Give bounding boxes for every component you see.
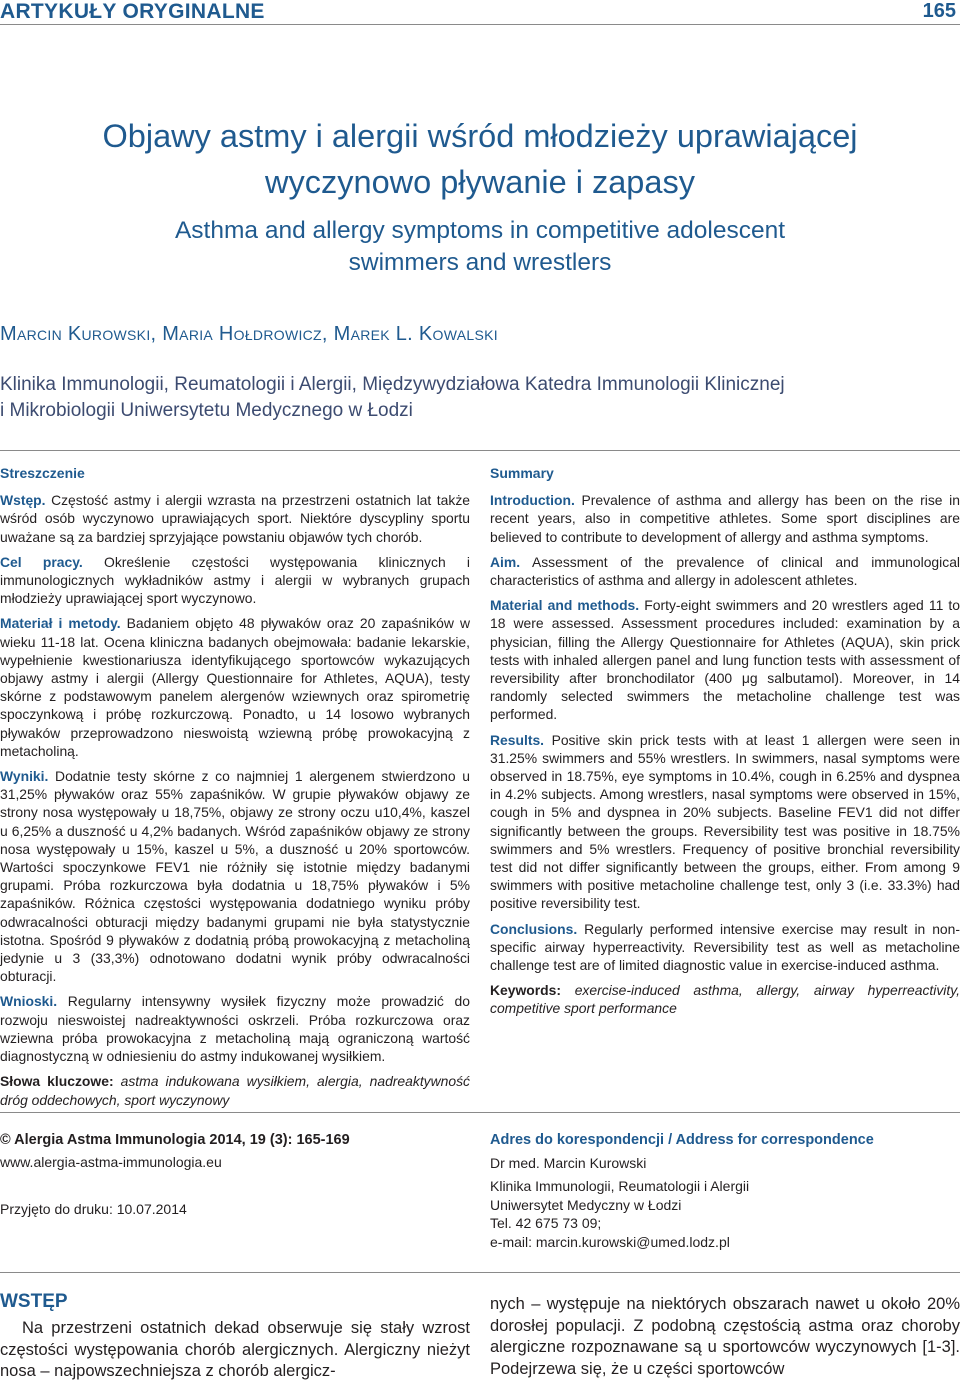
article-title-polish	[0, 113, 960, 205]
correspondence-name: Dr med. Marcin Kurowski	[490, 1154, 647, 1171]
en-aim-label: Aim.	[490, 553, 521, 570]
abstract-en-keywords	[490, 981, 960, 1017]
en-aim-text: Assessment of the prevalence of clinical and immunological characteristics of asthma and allergy in adolescent athletes.	[490, 553, 960, 589]
journal-website-link[interactable]: www.alergia-astma-immunologia.eu	[0, 1153, 222, 1170]
pl-conclusions-text: Regularny intensywny wysiłek fizyczny może prowadzić do rozwoju nieswoistej nadreaktywności oskrzeli. Próba rozkurczowa oraz wziewna próba prowokacyjna z metacholiną mają ograniczoną wartość diagnostyczną w odniesieniu do astmy indukowanej wysiłkiem.	[0, 993, 470, 1065]
pl-methods-label: Materiał i metody.	[0, 615, 121, 632]
affiliation-line2: i Mikrobiologii Uniwersytetu Medycznego w Łodzi	[0, 400, 413, 421]
en-keywords-label: Keywords:	[490, 982, 562, 999]
pl-methods-text: Badaniem objęto 48 pływaków oraz 20 zapaśników w wieku 11-18 lat. Ocena kliniczna badanych obejmowała: badanie lekarskie, wypełnienie kwestionariusza identyfikującego sportowców wykazujących objawy astmy i alergii (Allergy Questionnaire for Athletes, AQUA), testy skórne z podstawowym panelem alergenów wziewnych oraz spirometrię spoczynkową i próbę rozkurczową. Ponadto, u 14 losowo wybranych pływaków przeprowadzono nieswoistą wziewną próbę prowokacyjną z metacholiną.	[0, 615, 470, 759]
title-pl-line2: wyczynowo pływanie i zapasy	[265, 164, 695, 200]
pl-aim-label: Cel pracy.	[0, 553, 83, 570]
pl-keywords-label: Słowa kluczowe:	[0, 1073, 114, 1090]
abstract-en-conclusions	[490, 920, 960, 975]
section-label: ARTYKUŁY ORYGINALNE	[0, 0, 265, 23]
abstract-en-heading: Summary	[490, 465, 554, 481]
en-keywords-text: exercise-induced asthma, allergy, airway hyperreactivity, competitive sport performance	[490, 982, 960, 1017]
en-intro-label: Introduction.	[490, 492, 575, 509]
correspondence-block	[490, 1131, 960, 1251]
pl-results-label: Wyniki.	[0, 768, 49, 785]
abstract-pl-aim	[0, 553, 470, 608]
en-intro-text: Prevalence of asthma and allergy has been on the rise in recent years, also in competitive athletes. Some sport disciplines are believed to contribute to development of allergy and asthma symptoms.	[490, 492, 960, 545]
abstract-pl-intro	[0, 491, 470, 546]
citation-line: © Alergia Astma Immunologia 2014, 19 (3): 165-169	[0, 1132, 350, 1148]
en-conclusions-text: Regularly performed intensive exercise may result in non-specific airway hyperreactivity. Reversibility test as well as metacholine challenge test are of limited diagnostic value in exercise-induced asthma.	[490, 920, 960, 974]
en-results-label: Results.	[490, 731, 545, 748]
abstract-english	[490, 464, 960, 1025]
accepted-date: Przyjęto do druku: 10.07.2014	[0, 1201, 187, 1217]
abstract-en-aim	[490, 553, 960, 589]
affiliation	[0, 372, 960, 424]
abstract-pl-results	[0, 767, 470, 985]
en-results-text: Positive skin prick tests with at least 1 allergen were seen in 31.25% swimmers and 55% wrestlers. In swimmers, nasal symptoms were observed in 18.75%, eye symptoms in 10.4%, cough in 6.25% and dyspnea in 4.2% subjects. Among wrestlers, nasal symptoms were observed in 15%, cough in 5% and dyspnea in 20% subjects. Baseline FEV1 did not differ significantly between the groups. Reversibility test was positive in 18.75% swimmers and 5% wrestlers. Frequency of positive bronchial reversibility test did not differ significantly between the groups, either. From among 9 swimmers with positive metacholine challenge test, only 3 (i.e. 33.3%) had positive reversibility test.	[490, 731, 960, 912]
abstract-en-intro	[490, 491, 960, 546]
pl-aim-text: Określenie częstości występowania klinicznych i immunologicznych wykładników astmy i alergii w wybranych grupach młodzieży uprawiającej sport wyczynowo.	[0, 553, 471, 607]
correspondence-institution-2: Uniwersytet Medyczny w Łodzi	[490, 1196, 682, 1213]
abstract-pl-keywords	[0, 1072, 470, 1108]
running-header	[0, 0, 960, 25]
abstract-pl-methods	[0, 614, 470, 760]
author-list: Marcin Kurowski, Maria Hołdrowicz, Marek L. Kowalski	[0, 323, 498, 345]
abstract-en-methods	[490, 596, 960, 723]
intro-text-right: nych – występuje na niektórych obszarach nawet u około 20% dorosłej populacji. Z podobną częstością astma oraz choroby alergiczne rozpoznawane są u sportowców wyczynowych [1-3]. Podejrzewa się, że u części sportowców	[490, 1295, 960, 1378]
en-conclusions-label: Conclusions.	[490, 920, 578, 937]
page-number: 165	[922, 0, 956, 22]
abstract-en-results	[490, 731, 960, 913]
title-en-line2: swimmers and wrestlers	[348, 249, 612, 276]
correspondence-institution-1: Klinika Immunologii, Reumatologii i Alergii	[490, 1178, 750, 1194]
divider-top	[0, 450, 960, 451]
section-heading-intro: WSTĘP	[0, 1291, 68, 1312]
divider-body	[0, 1272, 960, 1273]
pl-intro-label: Wstęp.	[0, 492, 46, 509]
pl-results-text: Dodatnie testy skórne z co najmniej 1 alergenem stwierdzono u 31,25% pływaków oraz 55% zapaśników. W grupie pływaków objawy ze strony nosa występowały u 18,75%, objawy ze strony oczu u10,4%, kaszel u 6,25% a duszność u 4,2% badanych. Wśród zapaśników objawy ze strony nosa występowały u 15%, kaszel u 5%, a duszność u 20% sportowców. Wartości spoczynkowe FEV1 nie różniły się istotnie między badanymi grupami. Próba rozkurczowa była dodatnia u 18,75% pływaków i 5% zapaśników. Różnica częstości występowania dodatniego wyniku próby odwracalności obturacji między badanymi grupami nie była statystycznie istotna. Spośród 9 pływaków z dodatnią próbą prowokacyjną z metacholiną jedynie u 3 (33,3%) odnotowano dodatni wynik próby odwracalności obturacji.	[0, 768, 471, 985]
affiliation-line1: Klinika Immunologii, Reumatologii i Alergii, Międzywydziałowa Katedra Immunologii Klinicznej	[0, 374, 785, 395]
pl-conclusions-label: Wnioski.	[0, 993, 58, 1010]
correspondence-heading: Adres do korespondencji / Address for correspondence	[490, 1132, 874, 1148]
pl-intro-text: Częstość astmy i alergii wzrasta na przestrzeni ostatnich lat także wśród osób wyczynowo uprawiających sport. Niektóre dyscypliny sportu uważane są za bardziej sprzyjające powstaniu objawów tych chorób.	[0, 492, 470, 545]
intro-text-left: Na przestrzeni ostatnich dekad obserwuje się stały wzrost częstości występowania chorób alergicznych. Alergiczny nieżyt nosa – najpowszechniejsza z chorób alergicz-	[0, 1319, 470, 1380]
divider-footer	[0, 1112, 960, 1113]
en-methods-label: Material and methods.	[490, 597, 640, 614]
en-methods-text: Forty-eight swimmers and 20 wrestlers aged 11 to 18 were assessed. Assessment procedures included: examination by a physician, filling the Allergy Questionnaire for Athletes (AQUA), skin prick tests with inhaled allergen panel and lung function tests with assessment of reversibility after bronchodilator (400 μg salbutamol). Moreover, in 14 randomly selected swimmers the metacholine challenge test was performed.	[490, 597, 960, 723]
correspondence-email-link[interactable]: e-mail: marcin.kurowski@umed.lodz.pl	[490, 1233, 730, 1250]
title-pl-line1: Objawy astmy i alergii wśród młodzieży uprawiającej	[102, 118, 858, 154]
correspondence-phone: Tel. 42 675 73 09;	[490, 1215, 602, 1231]
abstract-pl-heading: Streszczenie	[0, 465, 85, 481]
title-en-line1: Asthma and allergy symptoms in competitive adolescent	[174, 217, 786, 244]
abstract-pl-conclusions	[0, 992, 470, 1065]
pl-keywords-text: astma indukowana wysiłkiem, alergia, nadreaktywność dróg oddechowych, sport wyczynowy	[0, 1073, 470, 1108]
article-title-english	[0, 215, 960, 279]
abstract-polish	[0, 464, 470, 1116]
citation-block	[0, 1131, 470, 1219]
